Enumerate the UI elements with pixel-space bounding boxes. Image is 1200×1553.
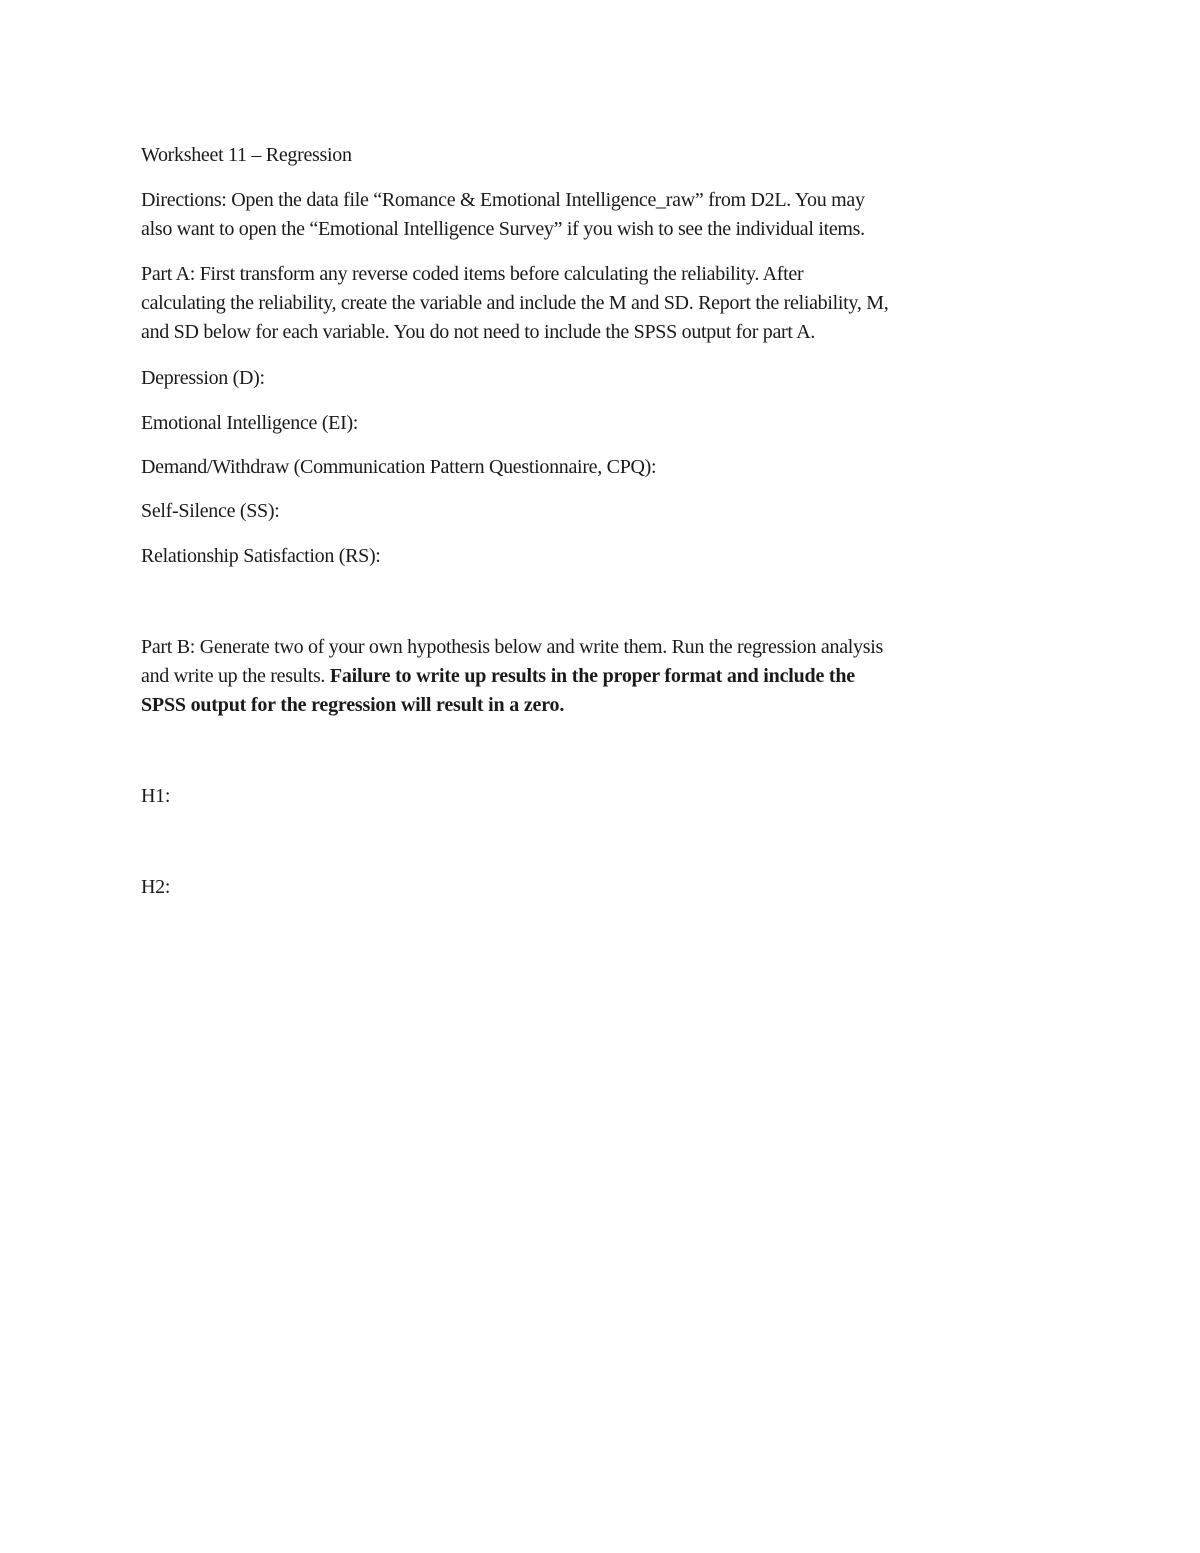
part-b-line-2-text: and write up the results. [141,665,330,687]
directions-line-2: also want to open the “Emotional Intelligence Survey” if you wish to see the individual items. [141,218,865,240]
hypothesis-2-label: H2: [141,876,171,898]
part-a-line-2: calculating the reliability, create the variable and include the M and SD. Report the reliability, M, [141,292,889,314]
part-b-warning-line-3: SPSS output for the regression will result in a zero. [141,694,565,716]
part-a-line-3: and SD below for each variable. You do not need to include the SPSS output for part A. [141,321,816,343]
part-b-line-2 [141,662,855,691]
variable-emotional-intelligence: Emotional Intelligence (EI): [141,412,359,434]
worksheet-title: Worksheet 11 – Regression [141,144,352,166]
variable-demand-withdraw: Demand/Withdraw (Communication Pattern Questionnaire, CPQ): [141,456,657,478]
variable-self-silence: Self-Silence (SS): [141,500,280,522]
part-b-line-1: Part B: Generate two of your own hypothesis below and write them. Run the regression analysis [141,636,883,658]
hypothesis-1-label: H1: [141,785,171,807]
variable-relationship-satisfaction: Relationship Satisfaction (RS): [141,545,381,567]
variable-depression: Depression (D): [141,367,265,389]
part-b-warning-bold: Failure to write up results in the proper format and include the [329,665,855,687]
directions-line-1: Directions: Open the data file “Romance & Emotional Intelligence_raw” from D2L. You may [141,189,865,211]
part-a-line-1: Part A: First transform any reverse coded items before calculating the reliability. After [141,263,804,285]
